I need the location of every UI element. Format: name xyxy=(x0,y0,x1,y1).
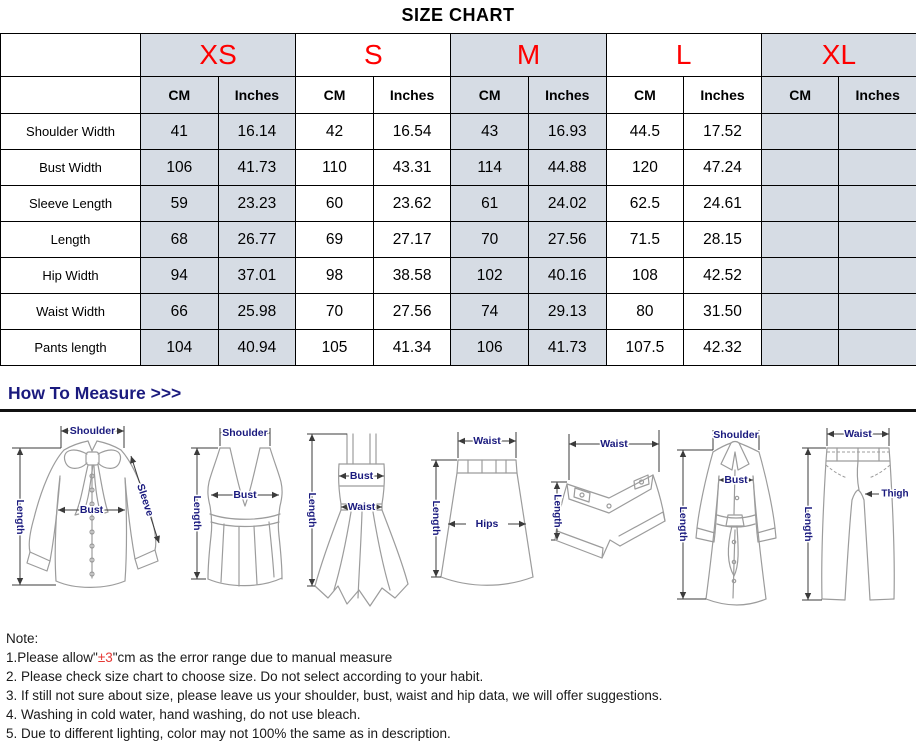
value-cell: 43.31 xyxy=(373,150,451,186)
value-cell: 44.5 xyxy=(606,114,684,150)
value-cell: 106 xyxy=(141,150,219,186)
value-cell: 44.88 xyxy=(528,150,606,186)
value-cell xyxy=(761,330,839,366)
unit-header-cm: CM xyxy=(296,77,374,114)
measurement-label: Pants length xyxy=(1,330,141,366)
value-cell xyxy=(761,258,839,294)
size-header-row xyxy=(1,34,916,77)
measurement-label: Shoulder Width xyxy=(1,114,141,150)
tank-bust-label: Bust xyxy=(233,489,257,501)
size-header-xl: XL xyxy=(761,34,916,77)
value-cell: 70 xyxy=(296,294,374,330)
size-header-xs: XS xyxy=(141,34,296,77)
notes-heading: Note: xyxy=(6,631,39,646)
table-row xyxy=(1,222,916,258)
skirt-hips-label: Hips xyxy=(475,518,499,530)
value-cell xyxy=(761,150,839,186)
shorts-waist-label: Waist xyxy=(600,438,628,450)
value-cell: 70 xyxy=(451,222,529,258)
tank-length-label: Length xyxy=(191,495,203,531)
skirt-length-label: Length xyxy=(430,500,442,536)
shorts-illustration xyxy=(547,418,672,618)
value-cell: 80 xyxy=(606,294,684,330)
value-cell: 41.73 xyxy=(528,330,606,366)
value-cell: 59 xyxy=(141,186,219,222)
note-1-pre: 1.Please allow" xyxy=(6,650,98,665)
value-cell xyxy=(839,222,916,258)
pants-illustration xyxy=(797,418,915,618)
note-line-2: 2. Please check size chart to choose size. Do not select according to your habit. xyxy=(6,669,484,684)
value-cell: 42.52 xyxy=(684,258,762,294)
corner-cell xyxy=(1,34,141,77)
value-cell: 23.23 xyxy=(218,186,296,222)
value-cell: 26.77 xyxy=(218,222,296,258)
blouse-bust-label: Bust xyxy=(79,504,104,516)
value-cell: 107.5 xyxy=(606,330,684,366)
blouse-sleeve-label: Sleeve xyxy=(134,482,156,518)
skirt-waist-label: Waist xyxy=(473,435,501,447)
table-row xyxy=(1,330,916,366)
value-cell: 71.5 xyxy=(606,222,684,258)
coat-length-label: Length xyxy=(677,506,689,542)
value-cell: 17.52 xyxy=(684,114,762,150)
corner-cell-2 xyxy=(1,77,141,114)
size-chart-table xyxy=(0,33,916,366)
value-cell xyxy=(761,294,839,330)
page-title: SIZE CHART xyxy=(401,5,515,25)
value-cell: 27.17 xyxy=(373,222,451,258)
value-cell: 42.32 xyxy=(684,330,762,366)
value-cell: 61 xyxy=(451,186,529,222)
dress-bust-label: Bust xyxy=(349,470,374,482)
size-header-m: M xyxy=(451,34,606,77)
value-cell xyxy=(761,114,839,150)
value-cell: 29.13 xyxy=(528,294,606,330)
value-cell xyxy=(839,150,916,186)
value-cell: 69 xyxy=(296,222,374,258)
value-cell: 27.56 xyxy=(528,222,606,258)
value-cell: 106 xyxy=(451,330,529,366)
unit-header-inches: Inches xyxy=(528,77,606,114)
measure-illustrations xyxy=(0,416,916,622)
measurement-label: Bust Width xyxy=(1,150,141,186)
value-cell: 31.50 xyxy=(684,294,762,330)
value-cell: 102 xyxy=(451,258,529,294)
tolerance-value: ±3 xyxy=(97,650,113,665)
unit-header-inches: Inches xyxy=(839,77,916,114)
value-cell: 41.34 xyxy=(373,330,451,366)
value-cell: 38.58 xyxy=(373,258,451,294)
pants-thigh-label: Thigh xyxy=(881,488,909,500)
value-cell: 41.73 xyxy=(218,150,296,186)
shorts-length-label: Length xyxy=(551,494,563,528)
note-line-5: 5. Due to different lighting, color may not 100% the same as in description. xyxy=(6,726,451,741)
value-cell: 28.15 xyxy=(684,222,762,258)
value-cell xyxy=(839,258,916,294)
note-1-post: "cm as the error range due to manual measure xyxy=(112,650,393,665)
value-cell: 23.62 xyxy=(373,186,451,222)
value-cell: 66 xyxy=(141,294,219,330)
value-cell xyxy=(839,114,916,150)
divider-line xyxy=(0,409,916,412)
value-cell: 120 xyxy=(606,150,684,186)
coat-shoulder-label: Shoulder xyxy=(713,429,759,441)
value-cell: 74 xyxy=(451,294,529,330)
coat-illustration xyxy=(671,418,799,618)
measurement-label: Length xyxy=(1,222,141,258)
table-row xyxy=(1,186,916,222)
table-row xyxy=(1,114,916,150)
notes-section xyxy=(6,629,916,743)
pants-length-label: Length xyxy=(802,506,814,542)
size-table-body xyxy=(1,114,916,366)
skirt-illustration xyxy=(424,418,549,618)
value-cell xyxy=(839,330,916,366)
note-line-1 xyxy=(6,648,916,667)
dress-illustration xyxy=(300,418,422,618)
value-cell: 114 xyxy=(451,150,529,186)
value-cell: 25.98 xyxy=(218,294,296,330)
value-cell xyxy=(839,294,916,330)
value-cell: 105 xyxy=(296,330,374,366)
value-cell: 47.24 xyxy=(684,150,762,186)
size-header-s: S xyxy=(296,34,451,77)
table-row xyxy=(1,150,916,186)
value-cell xyxy=(761,222,839,258)
measurement-label: Hip Width xyxy=(1,258,141,294)
value-cell: 60 xyxy=(296,186,374,222)
value-cell: 68 xyxy=(141,222,219,258)
coat-bust-label: Bust xyxy=(724,474,748,486)
value-cell: 43 xyxy=(451,114,529,150)
value-cell: 110 xyxy=(296,150,374,186)
value-cell xyxy=(761,186,839,222)
dress-length-label: Length xyxy=(306,492,318,528)
measurement-label: Waist Width xyxy=(1,294,141,330)
blouse-shoulder-label: Shoulder xyxy=(69,425,116,437)
value-cell: 94 xyxy=(141,258,219,294)
unit-header-inches: Inches xyxy=(684,77,762,114)
value-cell: 40.16 xyxy=(528,258,606,294)
unit-header-cm: CM xyxy=(451,77,529,114)
value-cell: 37.01 xyxy=(218,258,296,294)
tank-top-illustration xyxy=(184,418,304,618)
note-line-4: 4. Washing in cold water, hand washing, do not use bleach. xyxy=(6,707,361,722)
unit-header-cm: CM xyxy=(606,77,684,114)
table-row xyxy=(1,294,916,330)
how-to-measure-heading: How To Measure >>> xyxy=(8,383,182,403)
value-cell: 27.56 xyxy=(373,294,451,330)
unit-header-cm: CM xyxy=(761,77,839,114)
unit-header-row xyxy=(1,77,916,114)
value-cell: 40.94 xyxy=(218,330,296,366)
value-cell: 16.54 xyxy=(373,114,451,150)
measurement-label: Sleeve Length xyxy=(1,186,141,222)
dress-waist-label: Waist xyxy=(347,501,376,513)
value-cell xyxy=(839,186,916,222)
blouse-length-label: Length xyxy=(14,499,26,535)
value-cell: 16.14 xyxy=(218,114,296,150)
value-cell: 24.61 xyxy=(684,186,762,222)
unit-header-inches: Inches xyxy=(373,77,451,114)
table-row xyxy=(1,258,916,294)
note-line-3: 3. If still not sure about size, please leave us your shoulder, bust, waist and hip data, we will offer suggestions. xyxy=(6,688,663,703)
pants-waist-label: Waist xyxy=(844,428,872,440)
value-cell: 62.5 xyxy=(606,186,684,222)
value-cell: 16.93 xyxy=(528,114,606,150)
value-cell: 108 xyxy=(606,258,684,294)
value-cell: 98 xyxy=(296,258,374,294)
size-header-l: L xyxy=(606,34,761,77)
value-cell: 41 xyxy=(141,114,219,150)
value-cell: 104 xyxy=(141,330,219,366)
blouse-illustration xyxy=(4,418,179,618)
unit-header-inches: Inches xyxy=(218,77,296,114)
value-cell: 42 xyxy=(296,114,374,150)
tank-shoulder-label: Shoulder xyxy=(222,427,268,439)
unit-header-cm: CM xyxy=(141,77,219,114)
value-cell: 24.02 xyxy=(528,186,606,222)
